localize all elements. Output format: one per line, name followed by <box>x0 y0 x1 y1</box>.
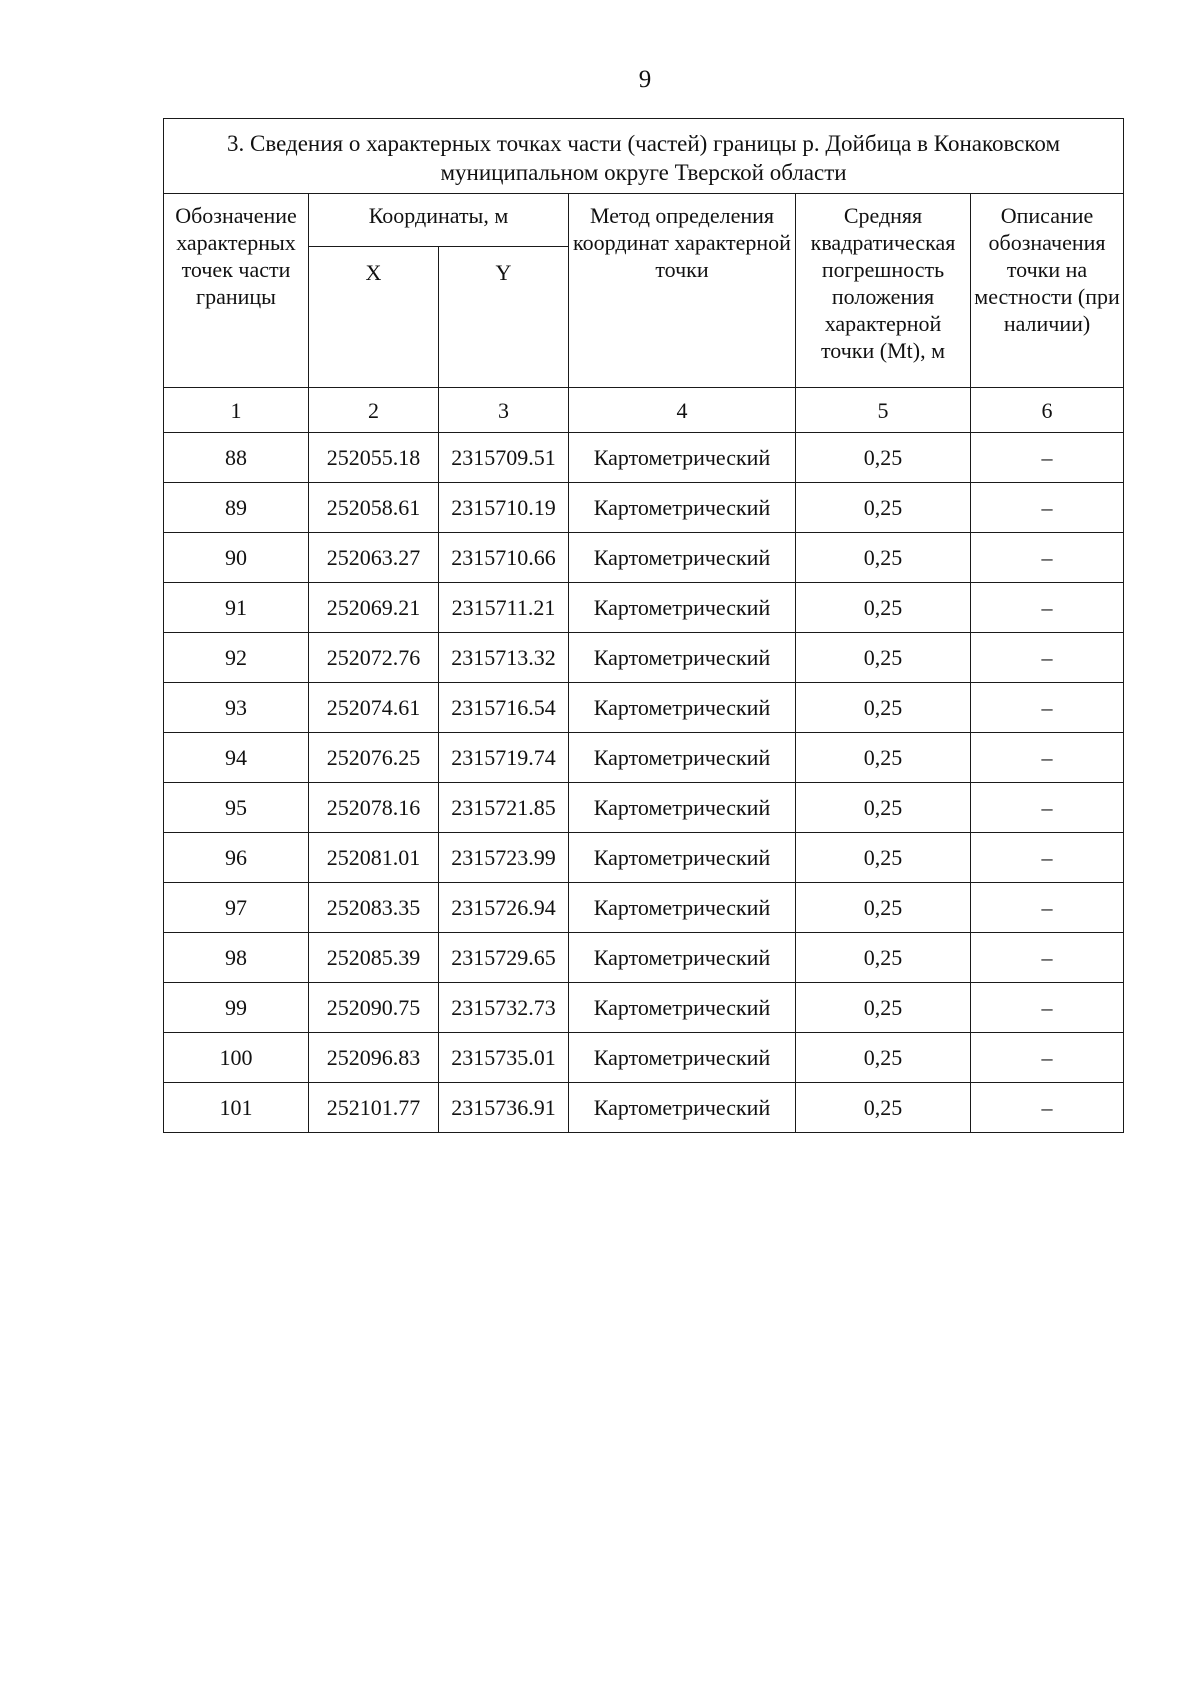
table-row <box>164 1083 1124 1133</box>
cell-method: Картометрический <box>569 833 796 883</box>
column-number: 4 <box>569 388 796 433</box>
cell-method: Картометрический <box>569 983 796 1033</box>
cell-x: 252072.76 <box>309 633 439 683</box>
table-row <box>164 583 1124 633</box>
cell-error: 0,25 <box>796 733 971 783</box>
cell-error: 0,25 <box>796 783 971 833</box>
cell-y: 2315735.01 <box>439 1033 569 1083</box>
cell-y: 2315709.51 <box>439 433 569 483</box>
cell-description: – <box>971 633 1124 683</box>
cell-error: 0,25 <box>796 1033 971 1083</box>
cell-description: – <box>971 933 1124 983</box>
cell-y: 2315711.21 <box>439 583 569 633</box>
cell-y: 2315710.19 <box>439 483 569 533</box>
cell-description: – <box>971 783 1124 833</box>
column-number: 2 <box>309 388 439 433</box>
table-row <box>164 883 1124 933</box>
cell-x: 252058.61 <box>309 483 439 533</box>
cell-point: 98 <box>164 933 309 983</box>
cell-method: Картометрический <box>569 733 796 783</box>
header-point: Обозначение характерных точек части границы <box>164 194 309 388</box>
column-number: 3 <box>439 388 569 433</box>
cell-error: 0,25 <box>796 533 971 583</box>
cell-error: 0,25 <box>796 433 971 483</box>
cell-point: 90 <box>164 533 309 583</box>
page-number: 9 <box>638 66 652 93</box>
cell-description: – <box>971 533 1124 583</box>
cell-point: 99 <box>164 983 309 1033</box>
cell-description: – <box>971 983 1124 1033</box>
cell-description: – <box>971 883 1124 933</box>
cell-error: 0,25 <box>796 1083 971 1133</box>
cell-method: Картометрический <box>569 1083 796 1133</box>
cell-description: – <box>971 483 1124 533</box>
cell-method: Картометрический <box>569 433 796 483</box>
cell-y: 2315710.66 <box>439 533 569 583</box>
table-row <box>164 633 1124 683</box>
cell-x: 252078.16 <box>309 783 439 833</box>
cell-x: 252069.21 <box>309 583 439 633</box>
cell-method: Картометрический <box>569 583 796 633</box>
column-number: 1 <box>164 388 309 433</box>
cell-method: Картометрический <box>569 533 796 583</box>
cell-y: 2315732.73 <box>439 983 569 1033</box>
table-row <box>164 683 1124 733</box>
cell-point: 94 <box>164 733 309 783</box>
cell-point: 95 <box>164 783 309 833</box>
boundary-points-table <box>163 118 1124 1133</box>
cell-x: 252083.35 <box>309 883 439 933</box>
boundary-points-table-container <box>163 118 1123 1133</box>
cell-method: Картометрический <box>569 483 796 533</box>
cell-x: 252081.01 <box>309 833 439 883</box>
table-title: 3. Сведения о характерных точках части (частей) границы р. Дойбица в Конаковском муниципальном округе Тверской области <box>164 119 1124 194</box>
cell-point: 93 <box>164 683 309 733</box>
cell-y: 2315726.94 <box>439 883 569 933</box>
header-description: Описание обозначения точки на местности (при наличии) <box>971 194 1124 388</box>
cell-point: 96 <box>164 833 309 883</box>
table-row <box>164 933 1124 983</box>
cell-error: 0,25 <box>796 633 971 683</box>
cell-method: Картометрический <box>569 933 796 983</box>
cell-y: 2315723.99 <box>439 833 569 883</box>
header-row-1 <box>164 194 1124 247</box>
cell-description: – <box>971 733 1124 783</box>
header-coordinates: Координаты, м <box>309 194 569 247</box>
header-method: Метод определения координат характерной точки <box>569 194 796 388</box>
table-row <box>164 983 1124 1033</box>
table-row <box>164 533 1124 583</box>
cell-x: 252076.25 <box>309 733 439 783</box>
cell-description: – <box>971 583 1124 633</box>
cell-error: 0,25 <box>796 883 971 933</box>
cell-error: 0,25 <box>796 933 971 983</box>
cell-point: 88 <box>164 433 309 483</box>
cell-description: – <box>971 433 1124 483</box>
column-number: 6 <box>971 388 1124 433</box>
cell-x: 252063.27 <box>309 533 439 583</box>
cell-y: 2315719.74 <box>439 733 569 783</box>
cell-description: – <box>971 833 1124 883</box>
cell-method: Картометрический <box>569 1033 796 1083</box>
cell-point: 100 <box>164 1033 309 1083</box>
cell-y: 2315716.54 <box>439 683 569 733</box>
cell-error: 0,25 <box>796 583 971 633</box>
cell-point: 97 <box>164 883 309 933</box>
cell-y: 2315729.65 <box>439 933 569 983</box>
header-error: Средняя квадратическая погрешность положения характерной точки (Mt), м <box>796 194 971 388</box>
cell-description: – <box>971 683 1124 733</box>
cell-x: 252074.61 <box>309 683 439 733</box>
cell-x: 252055.18 <box>309 433 439 483</box>
table-row <box>164 733 1124 783</box>
cell-method: Картометрический <box>569 783 796 833</box>
column-number-row <box>164 388 1124 433</box>
cell-y: 2315713.32 <box>439 633 569 683</box>
cell-y: 2315736.91 <box>439 1083 569 1133</box>
cell-method: Картометрический <box>569 633 796 683</box>
cell-point: 101 <box>164 1083 309 1133</box>
table-row <box>164 433 1124 483</box>
table-row <box>164 833 1124 883</box>
cell-y: 2315721.85 <box>439 783 569 833</box>
header-x: X <box>309 247 439 388</box>
cell-error: 0,25 <box>796 833 971 883</box>
table-row <box>164 483 1124 533</box>
cell-x: 252085.39 <box>309 933 439 983</box>
cell-x: 252096.83 <box>309 1033 439 1083</box>
cell-point: 89 <box>164 483 309 533</box>
cell-method: Картометрический <box>569 683 796 733</box>
cell-point: 92 <box>164 633 309 683</box>
table-title-row <box>164 119 1124 194</box>
table-row <box>164 783 1124 833</box>
cell-error: 0,25 <box>796 483 971 533</box>
cell-point: 91 <box>164 583 309 633</box>
cell-x: 252101.77 <box>309 1083 439 1133</box>
cell-x: 252090.75 <box>309 983 439 1033</box>
cell-error: 0,25 <box>796 683 971 733</box>
cell-method: Картометрический <box>569 883 796 933</box>
header-y: Y <box>439 247 569 388</box>
cell-error: 0,25 <box>796 983 971 1033</box>
column-number: 5 <box>796 388 971 433</box>
cell-description: – <box>971 1083 1124 1133</box>
cell-description: – <box>971 1033 1124 1083</box>
table-row <box>164 1033 1124 1083</box>
